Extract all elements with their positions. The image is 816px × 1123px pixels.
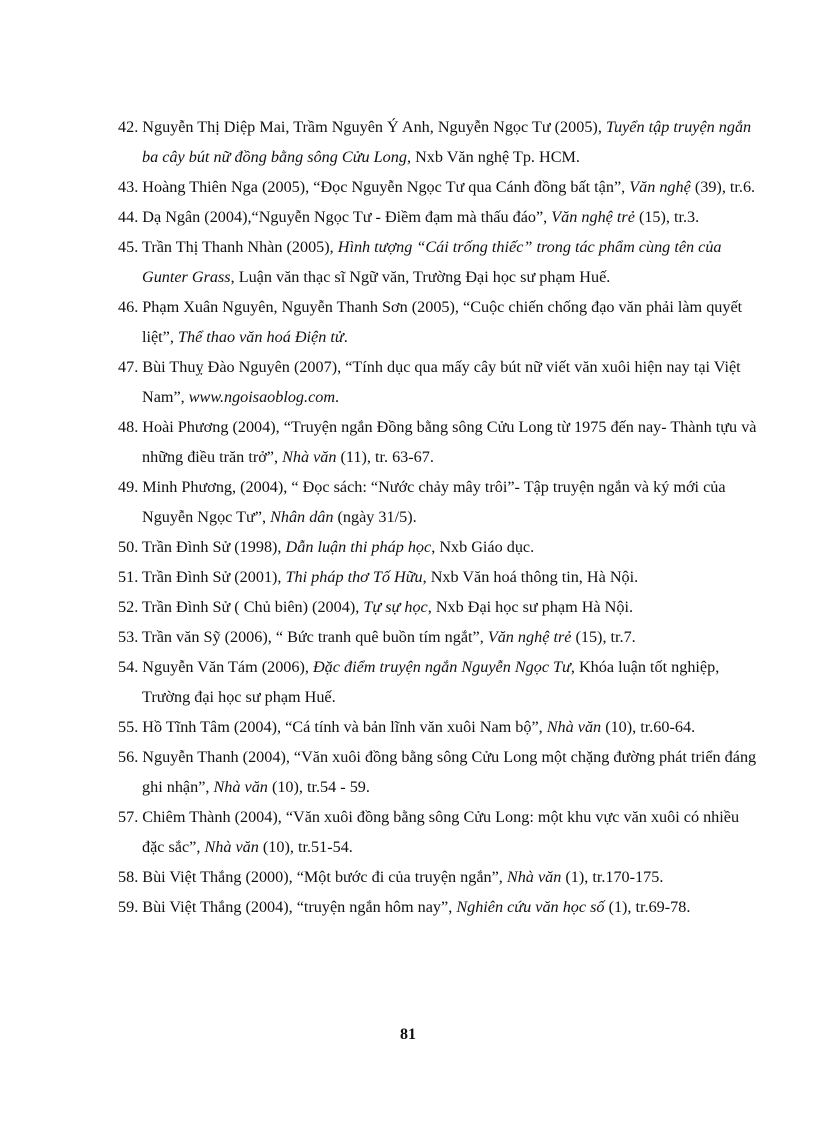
reference-title: Văn nghệ [629,178,691,196]
reference-item [118,892,758,922]
reference-item [118,202,758,232]
reference-title: Tuyển tập truyện ngắn ba cây bút nữ đồng bằng sông Cửu Long [142,118,752,166]
reference-number: 48. [118,418,139,436]
reference-details: . [343,328,348,346]
reference-details: . [335,388,340,406]
reference-text: Bùi Việt Thắng (2004), “truyện ngắn hôm nay”, [142,898,457,916]
reference-title: www.ngoisaoblog.com [188,388,336,406]
reference-text: Trần Đình Sử (2001), [142,568,286,586]
reference-title: Nhà văn [204,838,259,856]
reference-item [118,412,758,472]
reference-number: 54. [118,658,139,676]
reference-item [118,802,758,862]
reference-text: Nguyễn Thị Diệp Mai, Trầm Nguyên Ý Anh, Nguyễn Ngọc Tư (2005), [142,118,606,136]
reference-item [118,472,758,532]
reference-text: Bùi Việt Thắng (2000), “Một bước đi của truyện ngắn”, [142,868,507,886]
reference-item [118,112,758,172]
reference-item [118,292,758,352]
reference-text: Nguyễn Văn Tám (2006), [142,658,313,676]
reference-item [118,562,758,592]
reference-text: Hoàng Thiên Nga (2005), “Đọc Nguyễn Ngọc Tư qua Cánh đồng bất tận”, [142,178,630,196]
reference-details: , Nxb Văn hoá thông tin, Hà Nội. [422,568,639,586]
reference-number: 59. [118,898,139,916]
reference-text: Trần văn Sỹ (2006), “ Bức tranh quê buồn tím ngắt”, [142,628,488,646]
reference-item [118,742,758,802]
reference-title: Nhà văn [213,778,268,796]
reference-title: Đặc điểm truyện ngắn Nguyễn Ngọc Tư [312,658,571,676]
reference-number: 53. [118,628,139,646]
reference-item [118,652,758,712]
reference-details: (1), tr.170-175. [561,868,664,886]
reference-item [118,862,758,892]
reference-title: Nhân dân [270,508,334,526]
reference-title: Văn nghệ trẻ [551,208,635,226]
reference-details: (15), tr.3. [634,208,700,226]
reference-details: , Luận văn thạc sĩ Ngữ văn, Trường Đại học sư phạm Huế. [230,268,611,286]
page-number: 81 [400,1026,416,1043]
reference-title: Nghiên cứu văn học số [456,898,605,916]
reference-title: Dẫn luận thi pháp học [285,538,432,556]
reference-details: (1), tr.69-78. [604,898,691,916]
reference-details: (10), tr.60-64. [601,718,696,736]
reference-details: (10), tr.54 - 59. [267,778,370,796]
reference-title: Nhà văn [546,718,602,736]
reference-details: , Nxb Đại học sư phạm Hà Nội. [427,598,633,616]
reference-number: 52. [118,598,139,616]
reference-number: 46. [118,298,139,316]
reference-number: 49. [118,478,139,496]
reference-number: 51. [118,568,139,586]
reference-title: Thể thao văn hoá Điện tử [177,328,344,346]
reference-details: (10), tr.51-54. [258,838,353,856]
reference-text: Hồ Tĩnh Tâm (2004), “Cá tính và bản lĩnh văn xuôi Nam bộ”, [142,718,547,736]
reference-item [118,172,758,202]
reference-details: (15), tr.7. [571,628,636,646]
reference-text: Trần Đình Sử ( Chủ biên) (2004), [142,598,364,616]
reference-details: , Nxb Văn nghệ Tp. HCM. [406,148,580,166]
reference-title: Thi pháp thơ Tố Hữu [285,568,423,586]
reference-item [118,622,758,652]
reference-item [118,712,758,742]
reference-item [118,352,758,412]
reference-details: , Khóa luận tốt nghiệp, Trường đại học sư phạm Huế. [142,658,720,706]
reference-number: 50. [118,538,139,556]
reference-text: Hoài Phương (2004), “Truyện ngắn Đồng bằng sông Cửu Long từ 1975 đến nay- Thành tựu và những điều trăn trở”, [142,418,757,466]
reference-title: Hình tượng “Cái trống thiếc” trong tác phẩm cùng tên của Gunter Grass [142,238,722,286]
reference-title: Tự sự học [363,598,428,616]
reference-details: (39), tr.6. [690,178,756,196]
reference-item [118,532,758,562]
reference-number: 56. [118,748,139,766]
reference-number: 43. [118,178,139,196]
reference-number: 55. [118,718,139,736]
reference-title: Nhà văn [506,868,562,886]
reference-text: Dạ Ngân (2004),“Nguyễn Ngọc Tư - Điềm đạm mà thấu đáo”, [142,208,552,226]
reference-number: 47. [118,358,139,376]
reference-text: Nguyễn Thanh (2004), “Văn xuôi đồng bằng sông Cửu Long một chặng đường phát triển đáng ghi nhận”, [142,748,757,796]
reference-item [118,592,758,622]
reference-list [118,112,758,922]
reference-number: 58. [118,868,139,886]
reference-number: 42. [118,118,139,136]
reference-number: 45. [118,238,139,256]
reference-text: Chiêm Thành (2004), “Văn xuôi đồng bằng sông Cửu Long: một khu vực văn xuôi có nhiều đặc sắc”, [142,808,740,856]
reference-text: Trần Thị Thanh Nhàn (2005), [142,238,338,256]
reference-text: Bùi Thuỵ Đào Nguyên (2007), “Tính dục qua mấy cây bút nữ viết văn xuôi hiện nay tại Việt Nam”, [142,358,741,406]
reference-number: 57. [118,808,139,826]
reference-item [118,232,758,292]
reference-text: Minh Phương, (2004), “ Đọc sách: “Nước chảy mây trôi”- Tập truyện ngắn và ký mới của Nguyễn Ngọc Tư”, [142,478,726,526]
reference-title: Văn nghệ trẻ [487,628,572,646]
reference-details: (11), tr. 63-67. [336,448,434,466]
reference-details: , Nxb Giáo dục. [431,538,535,556]
reference-number: 44. [118,208,139,226]
reference-text: Trần Đình Sử (1998), [142,538,286,556]
reference-details: (ngày 31/5). [333,508,417,526]
reference-text: Phạm Xuân Nguyên, Nguyễn Thanh Sơn (2005), “Cuộc chiến chống đạo văn phải làm quyết liệt”, [142,298,743,346]
reference-title: Nhà văn [282,448,337,466]
